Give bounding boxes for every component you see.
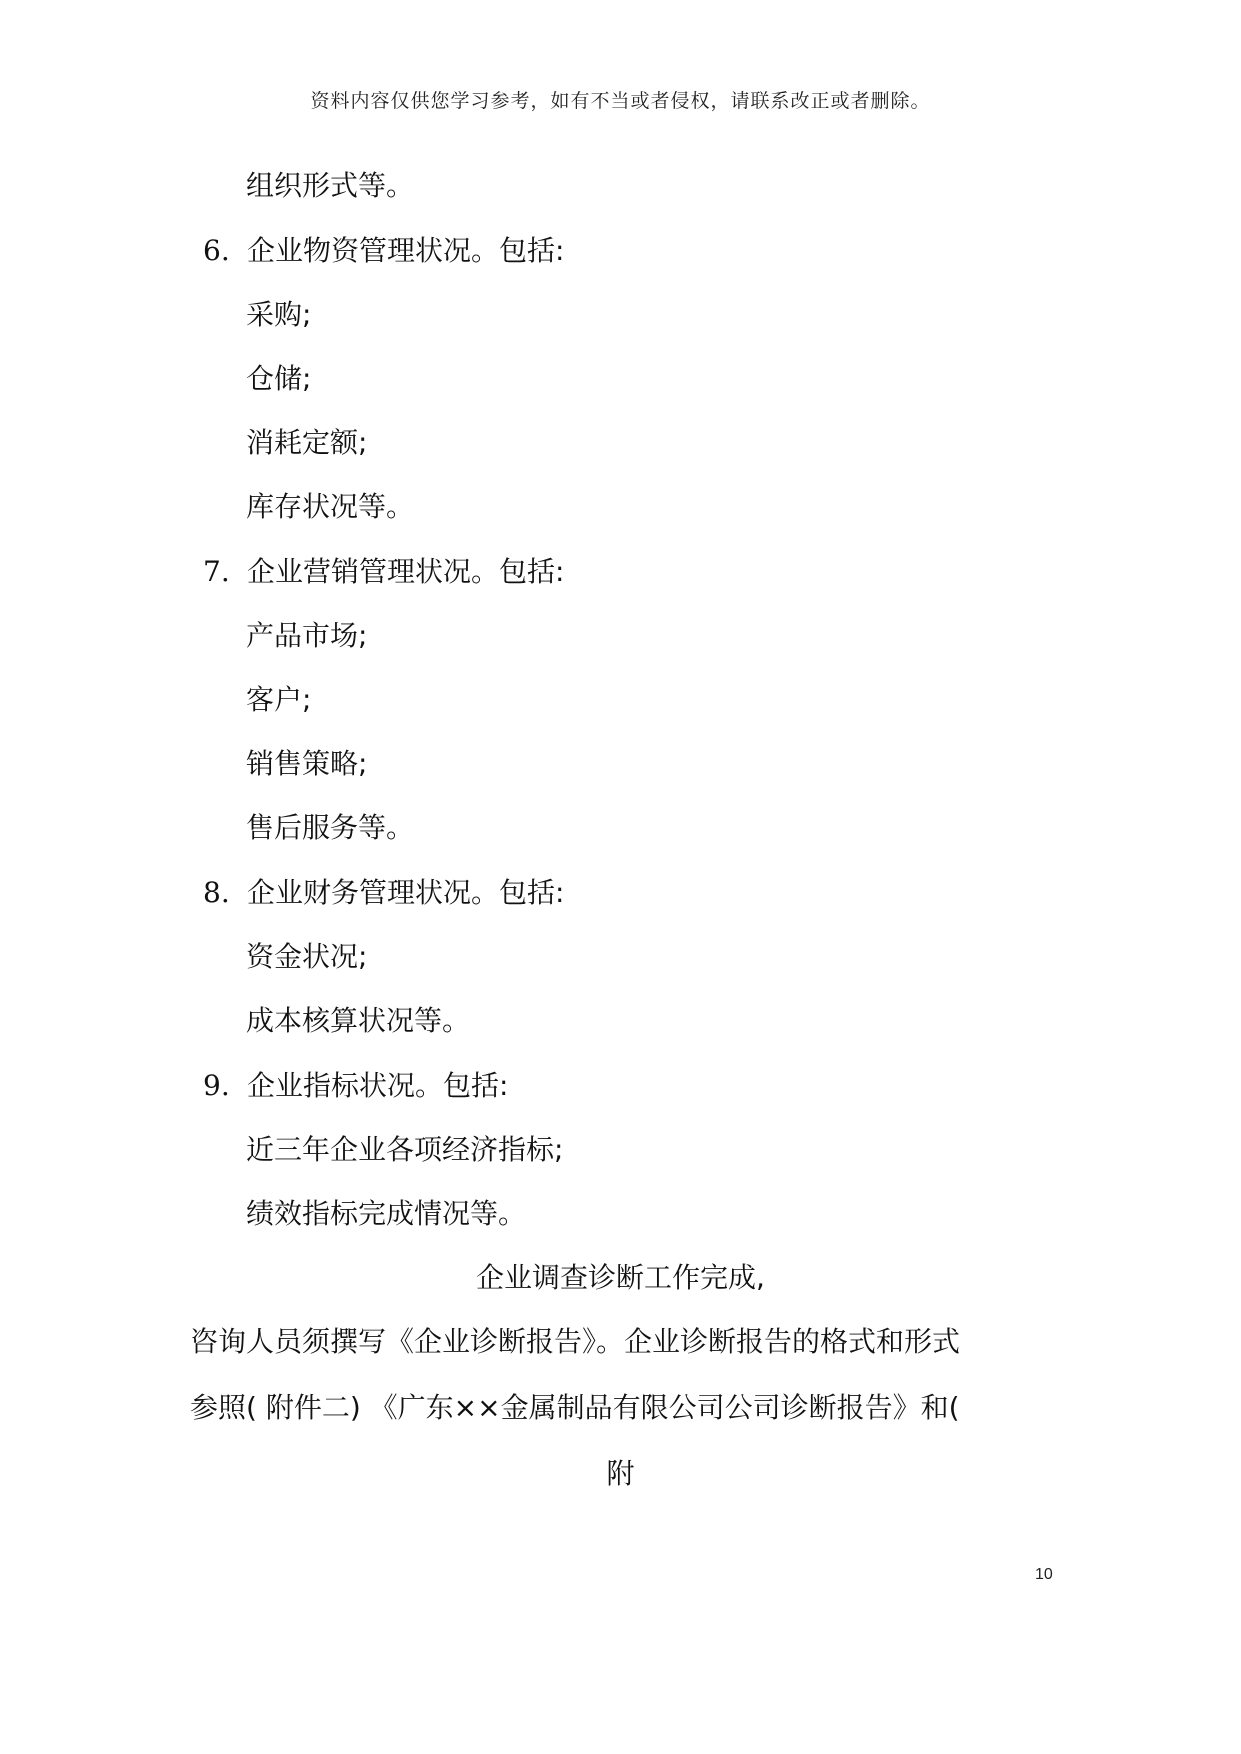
text-line: 绩效指标完成情况等。 [246, 1197, 527, 1230]
section-title: 企业物资管理状况。包括: [247, 234, 565, 267]
page-number: 10 [1035, 1566, 1053, 1583]
section-number: 9. [203, 1069, 230, 1102]
section-9-heading [203, 1068, 508, 1104]
text-line: 成本核算状况等。 [246, 1004, 471, 1037]
section-number: 6. [203, 234, 230, 267]
section-number: 8. [203, 876, 230, 909]
text-line: 售后服务等。 [246, 811, 415, 844]
section-number: 7. [203, 555, 230, 588]
centered-line: 企业调查诊断工作完成, [476, 1261, 765, 1294]
paragraph-line: 参照( 附件二) 《广东××金属制品有限公司公司诊断报告》和( [190, 1391, 960, 1424]
section-8-heading [203, 875, 564, 911]
text-line: 组织形式等。 [246, 169, 415, 202]
text-line: 产品市场; [246, 619, 368, 652]
section-title: 企业营销管理状况。包括: [247, 555, 565, 588]
paragraph-line: 咨询人员须撰写《企业诊断报告》。企业诊断报告的格式和形式 [190, 1325, 961, 1358]
text-line: 消耗定额; [246, 426, 368, 459]
section-title: 企业财务管理状况。包括: [247, 876, 565, 909]
text-line: 采购; [246, 298, 312, 331]
text-line: 销售策略; [246, 747, 368, 780]
text-line: 客户; [246, 683, 312, 716]
text-line: 资金状况; [246, 940, 368, 973]
text-line: 近三年企业各项经济指标; [246, 1133, 564, 1166]
section-7-heading [203, 554, 564, 590]
section-title: 企业指标状况。包括: [247, 1069, 509, 1102]
text-line: 仓储; [246, 362, 312, 395]
header-disclaimer: 资料内容仅供您学习参考，如有不当或者侵权，请联系改正或者删除。 [310, 90, 931, 112]
section-6-heading [203, 233, 564, 269]
centered-line: 附 [606, 1457, 635, 1490]
text-line: 库存状况等。 [246, 490, 415, 523]
